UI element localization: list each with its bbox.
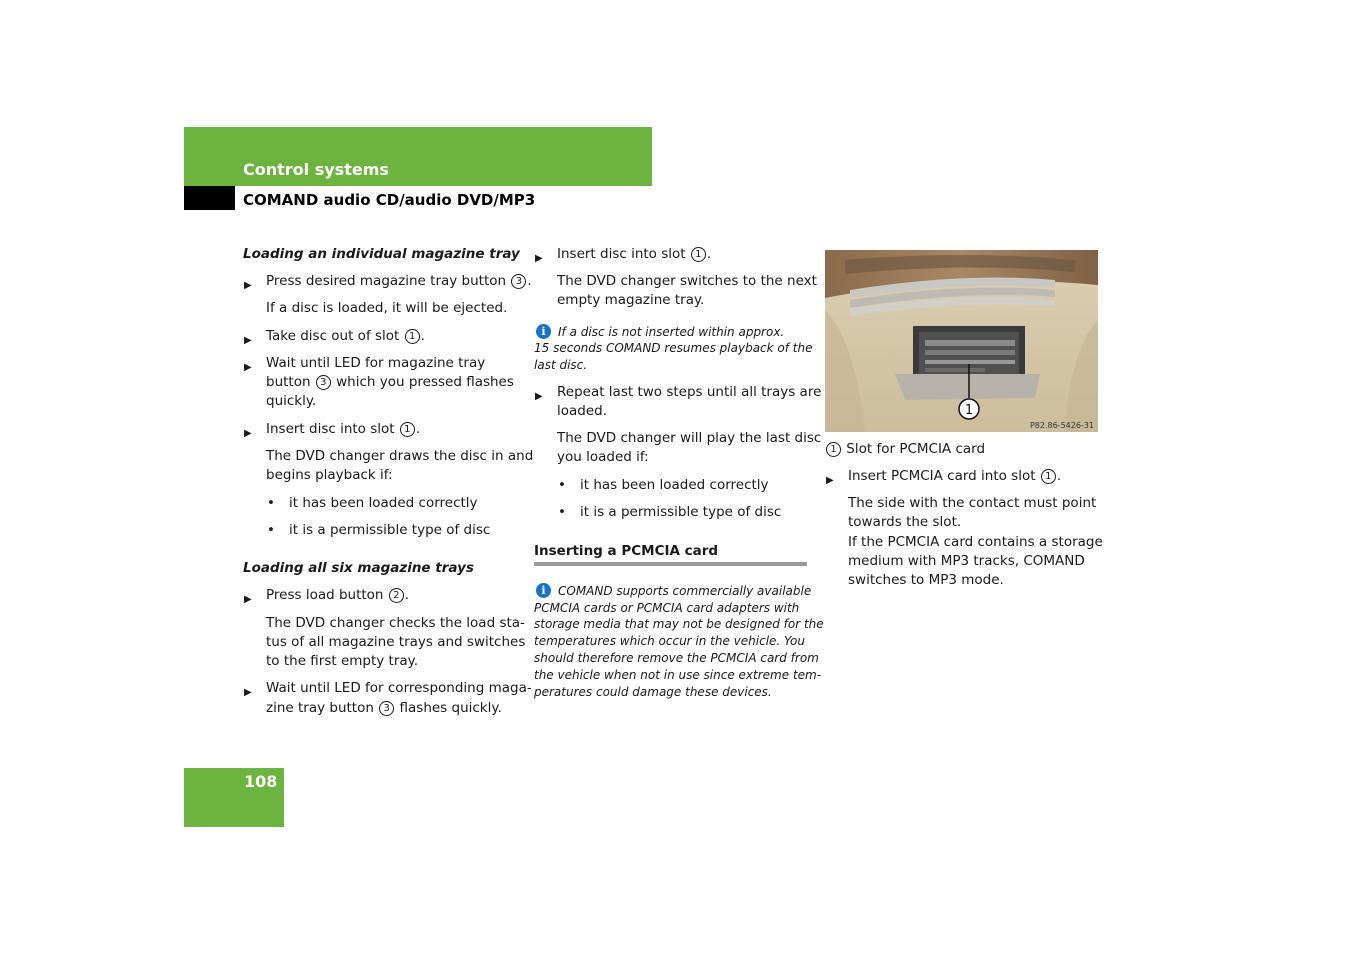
bullet-icon: •: [558, 504, 566, 520]
step-result: If a disc is loaded, it will be ejected.: [266, 300, 508, 316]
step-result: If the PCMCIA card contains a storage: [848, 534, 1103, 550]
step-result: The DVD changer checks the load sta-: [266, 615, 525, 631]
step-arrow-icon: ▶: [535, 391, 543, 402]
step-text: Press desired magazine tray button 3 .: [266, 273, 532, 289]
list-item: it has been loaded correctly: [580, 477, 769, 493]
info-note: 15 seconds COMAND resumes playback of the: [534, 341, 813, 355]
info-note: should therefore remove the PCMCIA card from: [534, 651, 819, 665]
step-result: switches to MP3 mode.: [848, 572, 1004, 588]
step-result: begins playback if:: [266, 467, 393, 483]
step-result: medium with MP3 tracks, COMAND: [848, 553, 1085, 569]
step-result: The DVD changer draws the disc in and: [266, 448, 534, 464]
step-arrow-icon: ▶: [244, 335, 252, 346]
bullet-icon: •: [267, 522, 275, 538]
step-text: button 3 which you pressed flashes: [266, 374, 514, 390]
list-item: it has been loaded correctly: [289, 495, 478, 511]
info-icon: i: [536, 324, 551, 339]
step-result: towards the slot.: [848, 514, 962, 530]
step-text: Wait until LED for corresponding maga-: [266, 680, 532, 696]
subsection-title: COMAND audio CD/audio DVD/MP3: [243, 191, 536, 209]
bullet-icon: •: [558, 477, 566, 493]
step-result: tus of all magazine trays and switches: [266, 634, 526, 650]
info-note: temperatures which occur in the vehicle. You: [534, 634, 806, 648]
step-text: quickly.: [266, 393, 317, 409]
page-number: 108: [244, 772, 278, 791]
header-marker: [184, 186, 235, 210]
info-icon: i: [536, 583, 551, 598]
info-note: the vehicle when not in use since extreme tem-: [534, 668, 822, 682]
photo-caption: 1 Slot for PCMCIA card: [825, 440, 985, 459]
step-arrow-icon: ▶: [826, 475, 834, 486]
section-title: Control systems: [243, 160, 389, 179]
step-text: Insert disc into slot 1 .: [557, 246, 712, 262]
step-result: The DVD changer switches to the next: [557, 273, 817, 289]
info-note: PCMCIA cards or PCMCIA card adapters with: [534, 601, 800, 615]
step-result: The DVD changer will play the last disc: [557, 430, 822, 446]
heading-individual-tray: Loading an individual magazine tray: [243, 246, 520, 262]
step-result: to the first empty tray.: [266, 653, 419, 669]
step-arrow-icon: ▶: [244, 362, 252, 373]
step-result: empty magazine tray.: [557, 292, 705, 308]
info-note: If a disc is not inserted within approx.: [558, 325, 785, 339]
step-text: Wait until LED for magazine tray: [266, 355, 486, 371]
step-arrow-icon: ▶: [244, 280, 252, 291]
step-arrow-icon: ▶: [244, 428, 252, 439]
step-arrow-icon: ▶: [535, 253, 543, 264]
list-item: it is a permissible type of disc: [289, 522, 491, 538]
step-text: Press load button 2 .: [266, 587, 410, 603]
step-result: you loaded if:: [557, 449, 649, 465]
section-heading-pcmcia: Inserting a PCMCIA card: [534, 543, 719, 559]
step-text: Insert PCMCIA card into slot 1 .: [848, 468, 1062, 484]
step-arrow-icon: ▶: [244, 594, 252, 605]
step-text: Insert disc into slot 1 .: [266, 421, 421, 437]
info-note: last disc.: [534, 358, 588, 372]
step-arrow-icon: ▶: [244, 687, 252, 698]
pcmcia-slot-photo: [825, 250, 1098, 432]
info-note: COMAND supports commercially available: [558, 584, 812, 598]
step-result: The side with the contact must point: [848, 495, 1097, 511]
photo-callout: 1: [964, 403, 974, 418]
step-text: Repeat last two steps until all trays are: [557, 384, 822, 400]
bullet-icon: •: [267, 495, 275, 511]
info-note: storage media that may not be designed for the: [534, 617, 824, 631]
heading-all-trays: Loading all six magazine trays: [243, 560, 474, 576]
photo-code: P82.86-5426-31: [1029, 421, 1094, 430]
info-note: peratures could damage these devices.: [534, 685, 772, 699]
list-item: it is a permissible type of disc: [580, 504, 782, 520]
photo-illustration: [825, 250, 1098, 432]
step-text: Take disc out of slot 1 .: [266, 328, 425, 344]
step-text: zine tray button 3 flashes quickly.: [266, 700, 502, 716]
step-text: loaded.: [557, 403, 608, 419]
section-rule: [534, 562, 807, 566]
